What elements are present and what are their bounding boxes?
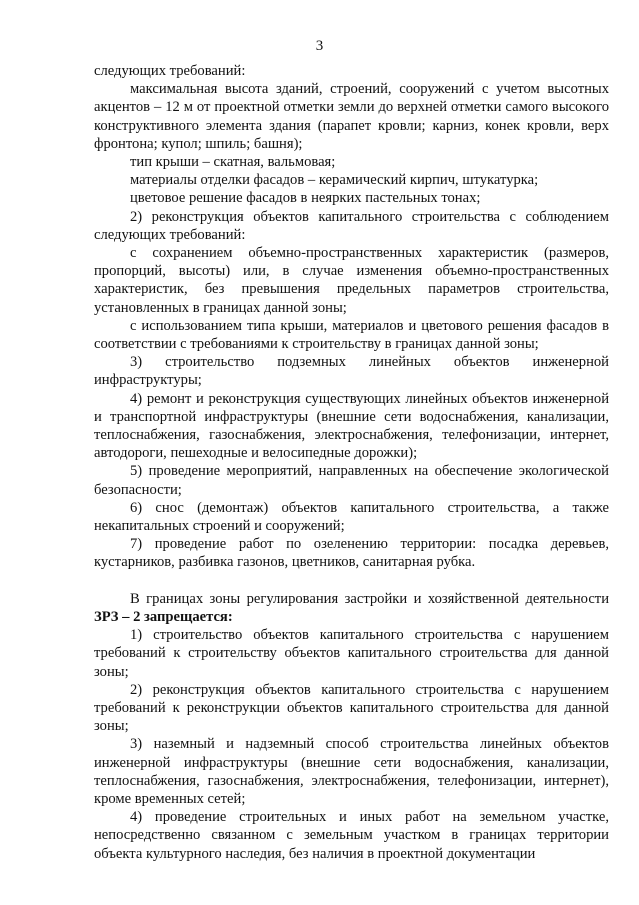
paragraph-item-4: 4) ремонт и реконструкция существующих линейных объектов инженерной и транспортной инфраструктуры (внешние сети водоснабжения, канализации, теплоснабжения, газоснабжения, электроснабжения, телефонизации, интернет, автодороги, пешеходные и велосипедные дорожки); <box>94 390 609 462</box>
paragraph-item-5: 5) проведение мероприятий, направленных на обеспечение экологической безопасности; <box>94 463 609 498</box>
paragraph-continuation: следующих требований: <box>94 63 246 79</box>
paragraph-prohibited-4: 4) проведение строительных и иных работ на земельном участке, непосредственно связанном с земельным участком в границах территории объекта культурного наследия, без наличия в проектной документации <box>94 809 609 862</box>
paragraph-item-7: 7) проведение работ по озеленению территории: посадка деревьев, кустарников, разбивка газонов, цветников, санитарная рубка. <box>94 536 609 571</box>
paragraph-item-2: 2) реконструкция объектов капитального строительства с соблюдением следующих требований: <box>94 208 609 243</box>
paragraph-facade-colors: цветовое решение фасадов в неярких пастельных тонах; <box>130 190 481 207</box>
page-number: 3 <box>315 38 324 54</box>
paragraph-prohibited-1: 1) строительство объектов капитального строительства с нарушением требований к строительству объектов капитального строительства для данной зоны; <box>94 627 609 680</box>
paragraph-zone-intro <box>94 590 609 626</box>
paragraph-item-6: 6) снос (демонтаж) объектов капитального строительства, а также некапитальных строений и сооружений; <box>94 499 609 535</box>
zone-intro-text: В границах зоны регулирования застройки и хозяйственной деятельности <box>130 590 609 607</box>
paragraph-item-3: 3) строительство подземных линейных объектов инженерной инфраструктуры; <box>94 354 609 389</box>
zone-intro-bold: ЗРЗ – 2 запрещается: <box>94 608 233 625</box>
paragraph-roof-materials: с использованием типа крыши, материалов и цветового решения фасадов в соответствии с требованиями к строительству в границах данной зоны; <box>94 317 609 353</box>
paragraph-max-height: максимальная высота зданий, строений, сооружений с учетом высотных акцентов – 12 м от проектной отметки земли до верхней отметки самого высокого конструктивного элемента здания (парапет кровли; карниз, конек кровли, верх фронтона; купол; шпиль; башня); <box>94 81 609 152</box>
document-body <box>94 62 609 863</box>
paragraph-prohibited-2: 2) реконструкция объектов капитального строительства с нарушением требований к реконструкции объектов капитального строительства для данной зоны; <box>94 681 609 735</box>
section-gap <box>94 572 609 590</box>
paragraph-roof-type: тип крыши – скатная, вальмовая; <box>130 154 336 171</box>
paragraph-prohibited-3: 3) наземный и надземный способ строительства линейных объектов инженерной инфраструктуры (внешние сети водоснабжения, канализации, теплоснабжения, газоснабжения, электроснабжения, телефонизации, интернет), кроме временных сетей; <box>94 736 609 807</box>
paragraph-preserve-volume: с сохранением объемно-пространственных характеристик (размеров, пропорций, высоты) или, в случае изменения объемно-пространственных характеристик, без превышения предельных параметров строительства, установленных в границах данной зоны; <box>94 245 609 316</box>
paragraph-facade-materials: материалы отделки фасадов – керамический кирпич, штукатурка; <box>130 172 539 189</box>
